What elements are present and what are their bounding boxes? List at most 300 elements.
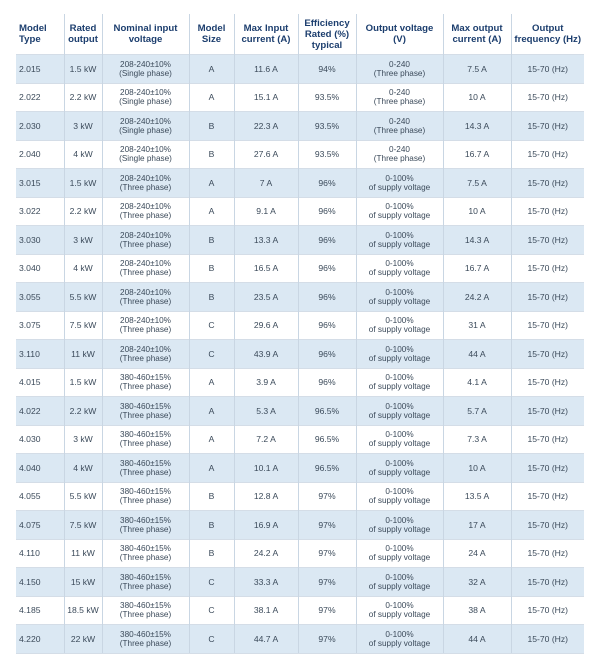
cell-input [102,368,189,397]
table-row [16,397,584,426]
cell-model: 3.055 [16,283,64,312]
cell-input [102,55,189,84]
cell-model: 4.110 [16,539,64,568]
cell-maxin: 16.5 A [234,254,298,283]
cell-maxout: 38 A [443,596,511,625]
cell-size: B [189,226,234,255]
cell-freq: 15-70 (Hz) [511,511,584,540]
cell-eff: 96% [298,283,356,312]
cell-freq: 15-70 (Hz) [511,368,584,397]
cell-maxin: 9.1 A [234,197,298,226]
cell-input-line: 380-460±15% [120,572,171,582]
cell-freq: 15-70 (Hz) [511,568,584,597]
cell-outv-line: 0-100% [385,401,414,411]
cell-size: B [189,254,234,283]
cell-freq: 15-70 (Hz) [511,482,584,511]
cell-freq: 15-70 (Hz) [511,425,584,454]
cell-rated: 5.5 kW [64,283,102,312]
column-header-freq: Output frequency (Hz) [511,14,584,55]
cell-eff: 97% [298,539,356,568]
cell-maxin: 12.8 A [234,482,298,511]
cell-maxout: 7.3 A [443,425,511,454]
table-row [16,368,584,397]
cell-input [102,140,189,169]
cell-size: C [189,340,234,369]
cell-model: 2.030 [16,112,64,141]
cell-outv-line: of supply voltage [368,553,431,563]
cell-eff: 97% [298,568,356,597]
cell-size: B [189,511,234,540]
cell-freq: 15-70 (Hz) [511,454,584,483]
cell-outv-line: 0-100% [385,458,414,468]
cell-maxout: 17 A [443,511,511,540]
column-header-size: Model Size [189,14,234,55]
cell-maxout: 5.7 A [443,397,511,426]
cell-input-line: 380-460±15% [120,430,171,440]
cell-model: 2.022 [16,83,64,112]
cell-maxin: 13.3 A [234,226,298,255]
cell-input [102,625,189,654]
cell-outv-line: of supply voltage [368,496,431,506]
cell-input-line: (Three phase) [119,410,172,420]
cell-maxin: 29.6 A [234,311,298,340]
table-row [16,625,584,654]
cell-input-line: (Single phase) [119,97,172,107]
cell-outv [356,397,443,426]
cell-rated: 2.2 kW [64,397,102,426]
cell-rated: 2.2 kW [64,83,102,112]
cell-input [102,340,189,369]
cell-freq: 15-70 (Hz) [511,340,584,369]
cell-size: A [189,397,234,426]
cell-outv-line: of supply voltage [368,439,431,449]
cell-maxout: 24 A [443,539,511,568]
cell-rated: 1.5 kW [64,169,102,198]
cell-rated: 4 kW [64,254,102,283]
cell-input-line: (Three phase) [119,496,172,506]
table-row [16,55,584,84]
table-row [16,511,584,540]
cell-input-line: (Three phase) [119,182,172,192]
table-row [16,425,584,454]
cell-maxin: 10.1 A [234,454,298,483]
cell-input [102,397,189,426]
cell-rated: 4 kW [64,140,102,169]
cell-eff: 97% [298,511,356,540]
cell-maxout: 10 A [443,454,511,483]
cell-size: A [189,83,234,112]
cell-outv-line: of supply voltage [368,239,431,249]
cell-outv-line: 0-240 [389,88,410,98]
cell-input [102,511,189,540]
cell-outv-line: of supply voltage [368,182,431,192]
cell-maxin: 22.3 A [234,112,298,141]
cell-freq: 15-70 (Hz) [511,55,584,84]
cell-model: 2.015 [16,55,64,84]
cell-maxout: 31 A [443,311,511,340]
cell-maxin: 44.7 A [234,625,298,654]
cell-outv [356,197,443,226]
cell-outv-line: 0-100% [385,544,414,554]
cell-input-line: (Three phase) [119,325,172,335]
cell-outv-line: of supply voltage [368,610,431,620]
cell-outv-line: 0-240 [389,116,410,126]
cell-rated: 18.5 kW [64,596,102,625]
table-row [16,226,584,255]
cell-rated: 11 kW [64,539,102,568]
cell-outv [356,511,443,540]
table-row [16,454,584,483]
cell-outv-line: 0-100% [385,259,414,269]
cell-maxin: 16.9 A [234,511,298,540]
cell-eff: 93.5% [298,83,356,112]
column-header-rated: Rated output [64,14,102,55]
cell-outv-line: of supply voltage [368,581,431,591]
cell-maxin: 33.3 A [234,568,298,597]
column-header-input: Nominal input voltage [102,14,189,55]
cell-size: A [189,454,234,483]
cell-outv-line: 0-100% [385,173,414,183]
cell-outv-line: of supply voltage [368,467,431,477]
cell-input-line: 208-240±10% [120,88,171,98]
cell-size: B [189,283,234,312]
cell-input-line: (Three phase) [119,553,172,563]
cell-input [102,112,189,141]
cell-outv-line: 0-100% [385,430,414,440]
cell-outv [356,254,443,283]
cell-eff: 96.5% [298,454,356,483]
cell-outv-line: of supply voltage [368,638,431,648]
cell-maxout: 7.5 A [443,55,511,84]
cell-outv-line: 0-240 [389,145,410,155]
cell-freq: 15-70 (Hz) [511,254,584,283]
cell-rated: 7.5 kW [64,511,102,540]
column-header-model: Model Type [19,23,47,45]
cell-outv [356,311,443,340]
cell-input [102,568,189,597]
cell-input [102,482,189,511]
cell-input-line: 208-240±10% [120,230,171,240]
cell-maxout: 32 A [443,568,511,597]
cell-eff: 97% [298,596,356,625]
table-row [16,283,584,312]
cell-outv [356,140,443,169]
cell-input-line: 208-240±10% [120,173,171,183]
cell-outv-line: of supply voltage [368,296,431,306]
cell-size: C [189,625,234,654]
cell-freq: 15-70 (Hz) [511,226,584,255]
cell-outv-line: 0-100% [385,344,414,354]
cell-outv [356,169,443,198]
cell-rated: 3 kW [64,226,102,255]
cell-outv [356,425,443,454]
cell-maxin: 5.3 A [234,397,298,426]
cell-model: 3.110 [16,340,64,369]
table-row [16,539,584,568]
cell-model: 4.040 [16,454,64,483]
cell-maxin: 15.1 A [234,83,298,112]
cell-model: 3.015 [16,169,64,198]
cell-outv-line: of supply voltage [368,524,431,534]
cell-model: 4.220 [16,625,64,654]
table-row [16,83,584,112]
cell-model: 4.055 [16,482,64,511]
cell-freq: 15-70 (Hz) [511,397,584,426]
cell-input-line: 208-240±10% [120,116,171,126]
cell-model: 2.040 [16,140,64,169]
cell-maxin: 38.1 A [234,596,298,625]
cell-outv [356,454,443,483]
cell-input [102,454,189,483]
cell-input-line: 380-460±15% [120,544,171,554]
cell-size: C [189,311,234,340]
cell-input-line: 208-240±10% [120,59,171,69]
cell-freq: 15-70 (Hz) [511,283,584,312]
header-row [16,14,584,55]
cell-outv [356,226,443,255]
cell-outv [356,596,443,625]
cell-input-line: (Three phase) [119,382,172,392]
cell-eff: 97% [298,482,356,511]
cell-maxin: 11.6 A [234,55,298,84]
cell-outv [356,568,443,597]
cell-eff: 93.5% [298,112,356,141]
cell-outv [356,340,443,369]
table-row [16,568,584,597]
cell-maxin: 43.9 A [234,340,298,369]
cell-eff: 96.5% [298,425,356,454]
cell-input [102,169,189,198]
cell-input-line: 380-460±15% [120,601,171,611]
cell-eff: 94% [298,55,356,84]
cell-freq: 15-70 (Hz) [511,83,584,112]
cell-input-line: (Single phase) [119,125,172,135]
cell-input-line: (Three phase) [119,610,172,620]
cell-outv [356,112,443,141]
cell-size: B [189,482,234,511]
cell-size: A [189,197,234,226]
cell-input [102,539,189,568]
cell-size: C [189,596,234,625]
cell-size: A [189,169,234,198]
table-row [16,254,584,283]
cell-model: 4.075 [16,511,64,540]
table-body [16,55,584,654]
cell-freq: 15-70 (Hz) [511,625,584,654]
table-row [16,140,584,169]
cell-input-line: (Three phase) [119,296,172,306]
cell-input-line: (Three phase) [119,353,172,363]
cell-freq: 15-70 (Hz) [511,140,584,169]
cell-rated: 15 kW [64,568,102,597]
cell-input-line: (Three phase) [119,524,172,534]
cell-input-line: 380-460±15% [120,487,171,497]
cell-eff: 96% [298,311,356,340]
cell-maxout: 10 A [443,83,511,112]
cell-maxout: 16.7 A [443,254,511,283]
cell-maxout: 44 A [443,625,511,654]
cell-rated: 2.2 kW [64,197,102,226]
cell-model: 4.022 [16,397,64,426]
cell-input [102,254,189,283]
cell-eff: 96% [298,169,356,198]
cell-size: B [189,539,234,568]
table-header [16,14,584,55]
cell-rated: 3 kW [64,112,102,141]
cell-input [102,311,189,340]
cell-outv-line: 0-100% [385,202,414,212]
table-row [16,112,584,141]
cell-rated: 11 kW [64,340,102,369]
cell-input-line: 380-460±15% [120,629,171,639]
cell-eff: 96% [298,197,356,226]
cell-model: 3.022 [16,197,64,226]
cell-outv-line: of supply voltage [368,268,431,278]
cell-maxout: 13.5 A [443,482,511,511]
cell-input-line: 208-240±10% [120,259,171,269]
cell-input-line: (Three phase) [119,638,172,648]
cell-rated: 7.5 kW [64,311,102,340]
cell-eff: 93.5% [298,140,356,169]
table-row [16,311,584,340]
cell-input-line: (Three phase) [119,211,172,221]
cell-maxout: 10 A [443,197,511,226]
cell-input [102,83,189,112]
cell-outv-line: 0-100% [385,373,414,383]
cell-input-line: (Three phase) [119,439,172,449]
cell-model: 4.015 [16,368,64,397]
cell-outv-line: 0-100% [385,230,414,240]
cell-model: 3.030 [16,226,64,255]
cell-outv-line: of supply voltage [368,410,431,420]
cell-outv [356,83,443,112]
cell-outv-line: 0-100% [385,316,414,326]
cell-outv-line: 0-100% [385,487,414,497]
cell-input-line: 208-240±10% [120,316,171,326]
cell-outv-line: of supply voltage [368,211,431,221]
cell-maxin: 3.9 A [234,368,298,397]
cell-rated: 5.5 kW [64,482,102,511]
cell-outv-line: of supply voltage [368,382,431,392]
cell-input-line: 208-240±10% [120,202,171,212]
cell-eff: 96% [298,368,356,397]
cell-maxin: 27.6 A [234,140,298,169]
cell-input-line: 208-240±10% [120,287,171,297]
cell-eff: 96% [298,226,356,255]
cell-model: 3.075 [16,311,64,340]
cell-outv-line: (Three phase) [373,97,426,107]
cell-maxout: 14.3 A [443,226,511,255]
cell-input-line: (Three phase) [119,581,172,591]
table-row [16,596,584,625]
cell-freq: 15-70 (Hz) [511,311,584,340]
cell-input [102,283,189,312]
cell-model: 4.030 [16,425,64,454]
cell-input [102,425,189,454]
cell-input-line: 380-460±15% [120,373,171,383]
cell-eff: 96% [298,254,356,283]
cell-model: 4.185 [16,596,64,625]
cell-outv [356,55,443,84]
cell-input-line: (Three phase) [119,239,172,249]
cell-input [102,226,189,255]
column-header-eff: Efficiency Rated (%) typical [298,14,356,55]
cell-outv-line: (Three phase) [373,68,426,78]
cell-size: A [189,368,234,397]
cell-outv [356,539,443,568]
spec-table-sheet [16,14,584,654]
cell-maxout: 16.7 A [443,140,511,169]
cell-input-line: (Three phase) [119,268,172,278]
cell-freq: 15-70 (Hz) [511,596,584,625]
cell-freq: 15-70 (Hz) [511,197,584,226]
cell-outv-line: of supply voltage [368,325,431,335]
cell-maxin: 24.2 A [234,539,298,568]
cell-outv-line: of supply voltage [368,353,431,363]
cell-freq: 15-70 (Hz) [511,169,584,198]
cell-maxout: 44 A [443,340,511,369]
cell-eff: 96% [298,340,356,369]
cell-outv [356,283,443,312]
cell-input-line: (Single phase) [119,154,172,164]
cell-outv-line: (Three phase) [373,154,426,164]
table-row [16,169,584,198]
cell-input-line: 380-460±15% [120,458,171,468]
cell-maxout: 24.2 A [443,283,511,312]
cell-rated: 1.5 kW [64,368,102,397]
cell-outv-line: 0-100% [385,515,414,525]
cell-input-line: 208-240±10% [120,344,171,354]
cell-input [102,197,189,226]
table-row [16,340,584,369]
cell-outv [356,482,443,511]
cell-size: A [189,55,234,84]
cell-outv [356,368,443,397]
cell-size: B [189,112,234,141]
cell-eff: 96.5% [298,397,356,426]
column-header-maxout: Max output current (A) [443,14,511,55]
cell-outv-line: 0-100% [385,287,414,297]
cell-outv-line: 0-100% [385,601,414,611]
drive-spec-table [16,14,584,654]
cell-input-line: (Single phase) [119,68,172,78]
cell-outv-line: 0-240 [389,59,410,69]
cell-input-line: 208-240±10% [120,145,171,155]
cell-outv [356,625,443,654]
column-header-maxin: Max Input current (A) [234,14,298,55]
cell-size: B [189,140,234,169]
cell-outv-line: 0-100% [385,629,414,639]
cell-rated: 3 kW [64,425,102,454]
cell-maxout: 14.3 A [443,112,511,141]
cell-model: 3.040 [16,254,64,283]
cell-freq: 15-70 (Hz) [511,539,584,568]
cell-maxout: 4.1 A [443,368,511,397]
cell-freq: 15-70 (Hz) [511,112,584,141]
cell-maxin: 23.5 A [234,283,298,312]
cell-maxin: 7.2 A [234,425,298,454]
cell-input-line: (Three phase) [119,467,172,477]
cell-outv-line: 0-100% [385,572,414,582]
cell-input [102,596,189,625]
cell-model: 4.150 [16,568,64,597]
table-row [16,197,584,226]
cell-rated: 22 kW [64,625,102,654]
cell-maxout: 7.5 A [443,169,511,198]
cell-size: A [189,425,234,454]
cell-input-line: 380-460±15% [120,401,171,411]
cell-rated: 1.5 kW [64,55,102,84]
